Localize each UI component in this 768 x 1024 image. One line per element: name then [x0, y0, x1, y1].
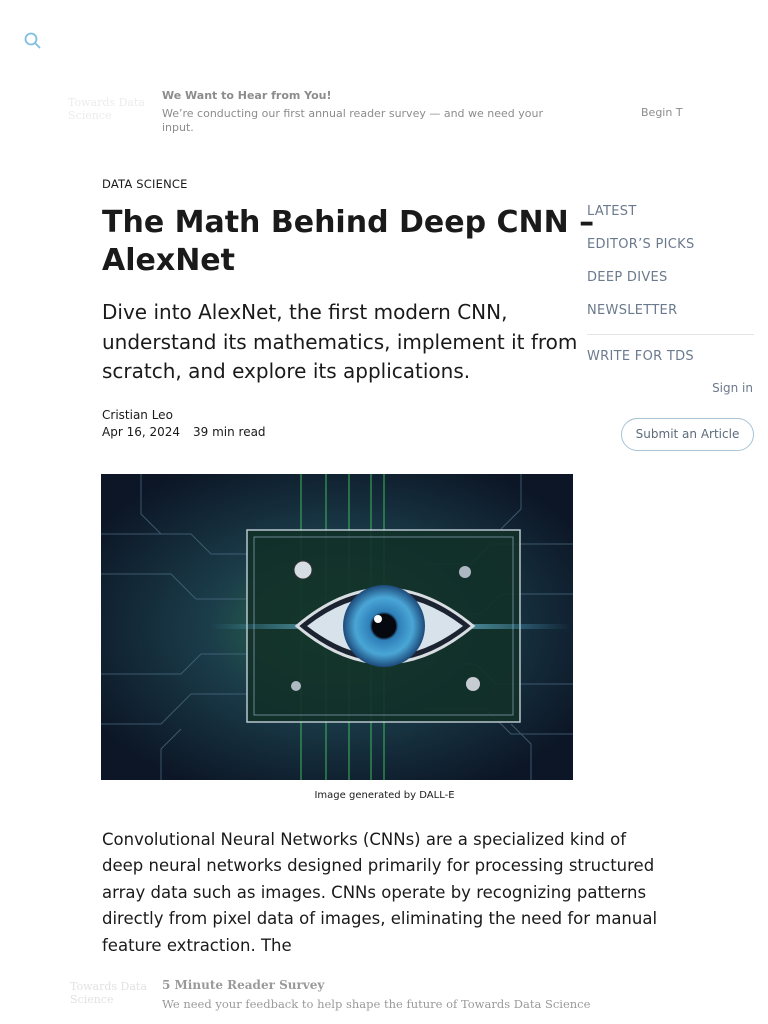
- footer-logo: Towards Data Science: [70, 980, 147, 1006]
- survey-description: We’re conducting our first annual reader survey — and we need your input.: [162, 107, 544, 134]
- nav-item-write-for-tds[interactable]: WRITE FOR TDS: [587, 349, 694, 364]
- side-nav: [587, 204, 757, 336]
- survey-logo: Towards Data Science: [68, 96, 145, 122]
- nav-item-latest[interactable]: LATEST: [587, 204, 637, 219]
- publish-date: Apr 16, 2024: [102, 425, 181, 439]
- nav-item-newsletter[interactable]: NEWSLETTER: [587, 303, 678, 318]
- nav-item-deep-dives[interactable]: DEEP DIVES: [587, 270, 668, 285]
- article-body: Convolutional Neural Networks (CNNs) are a specialized kind of deep neural networks designed primarily for processing structured array data such as images. CNNs operate by recognizing patterns directly from pixel data of images, eliminating the need for manual feature extraction. The: [102, 830, 658, 955]
- submit-article-button[interactable]: Submit an Article: [621, 418, 754, 451]
- survey-footer: [0, 972, 768, 1024]
- hero-image: [101, 474, 573, 780]
- search-icon: [22, 30, 44, 52]
- footer-survey-text: We need your feedback to help shape the future of Towards Data Science: [162, 997, 591, 1011]
- survey-title: We Want to Hear from You!: [162, 89, 332, 102]
- nav-divider: [587, 334, 754, 335]
- article-category[interactable]: DATA SCIENCE: [102, 177, 188, 191]
- begin-survey-button[interactable]: Begin T: [641, 106, 683, 119]
- image-caption: Image generated by DALL-E: [314, 790, 455, 801]
- sign-in-link[interactable]: Sign in: [712, 381, 753, 395]
- nav-item-editors-picks[interactable]: EDITOR’S PICKS: [587, 237, 695, 252]
- footer-survey-title[interactable]: 5 Minute Reader Survey: [162, 978, 325, 992]
- author-name[interactable]: Cristian Leo: [102, 408, 173, 422]
- article-title: The Math Behind Deep CNN – AlexNet: [102, 205, 595, 278]
- search-button[interactable]: [22, 30, 44, 52]
- read-time: 39 min read: [193, 425, 266, 439]
- article-subtitle: Dive into AlexNet, the first modern CNN, understand its mathematics, implement it from scratch, and explore its applications.: [102, 300, 578, 383]
- survey-banner: [0, 84, 768, 144]
